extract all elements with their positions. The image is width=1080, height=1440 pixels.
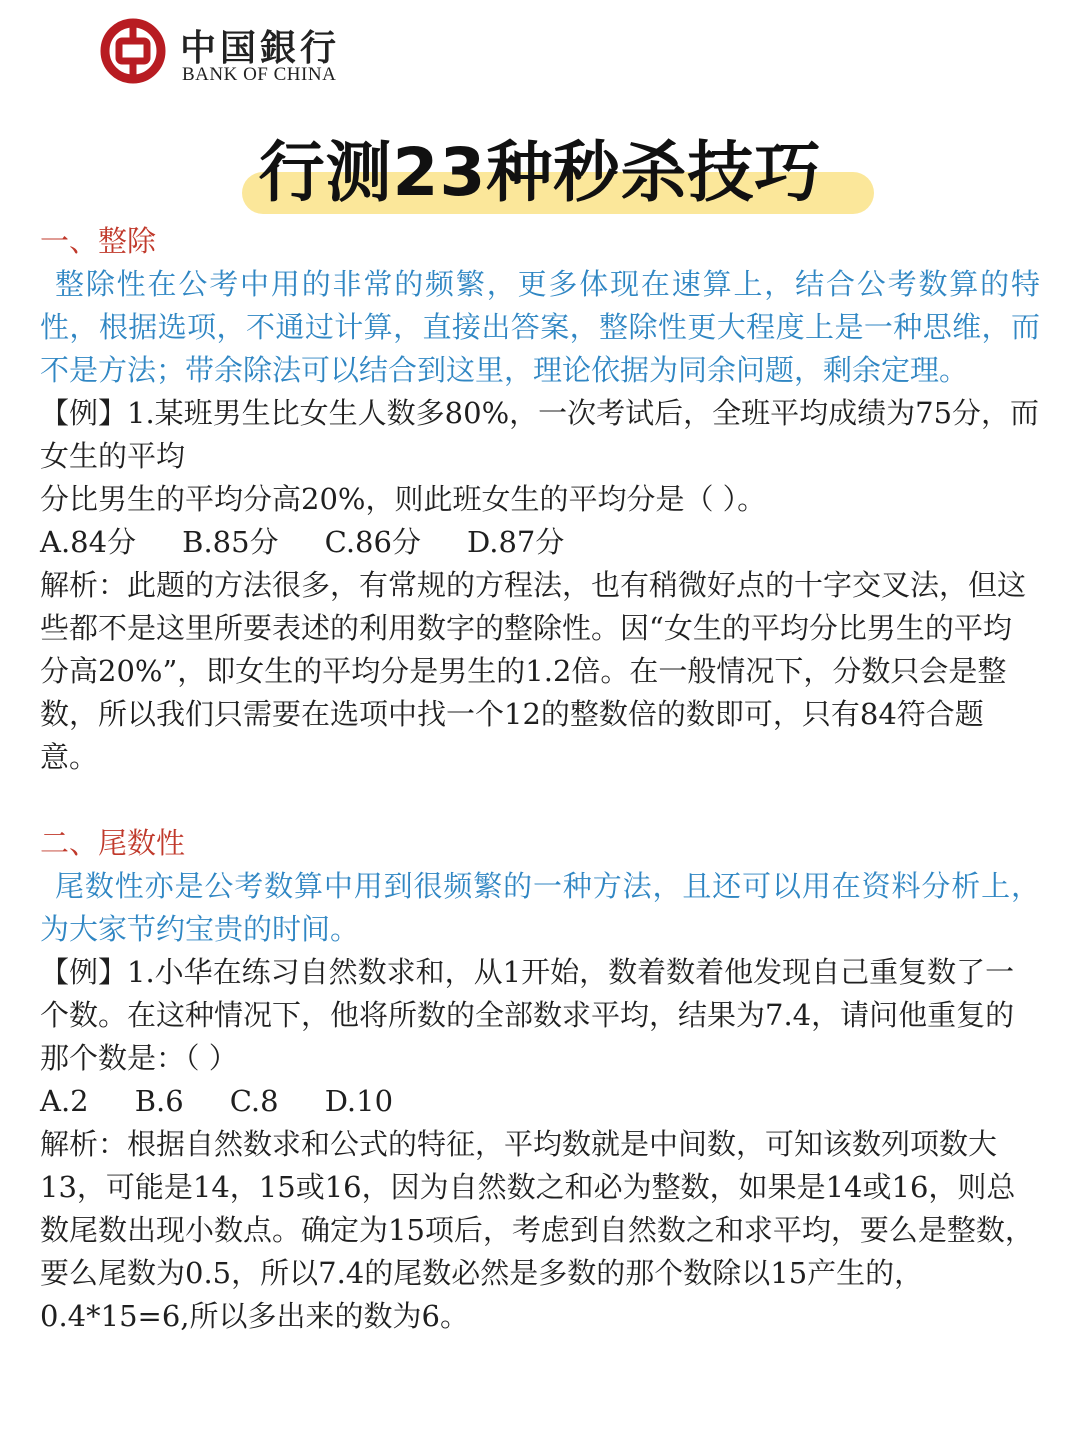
- example-question: 【例】1.某班男生比女生人数多80%，一次考试后，全班平均成绩为75分，而女生的平均: [40, 396, 1040, 473]
- answer-options: A.2 B.6 C.8 D.10: [40, 1084, 394, 1118]
- article-content: [40, 220, 1040, 1338]
- analysis-text: 解析：根据自然数求和公式的特征，平均数就是中间数，可知该数列项数大13，可能是14，15或16，因为自然数之和必为整数，如果是14或16，则总数尾数出现小数点。确定为15项后，考虑到自然数之和求平均，要么是整数，要么尾数为0.5，所以7.4的尾数必然是多数的那个数除以15产生的，0.4*15=6,所以多出来的数为6。: [40, 1127, 1034, 1333]
- section-heading: 一、整除: [40, 224, 157, 258]
- section-intro: 整除性在公考中用的非常的频繁，更多体现在速算上，结合公考数算的特性，根据选项，不通过计算，直接出答案，整除性更大程度上是一种思维，而不是方法；带余除法可以结合到这里，理论依据为同余问题，剩余定理。: [40, 267, 1040, 387]
- section-spacer: [40, 779, 1040, 822]
- section-intro: 尾数性亦是公考数算中用到很频繁的一种方法，且还可以用在资料分析上，为大家节约宝贵的时间。: [40, 869, 1040, 946]
- logo-chinese-name: 中国銀行: [180, 27, 341, 69]
- page-title: 行测23种秒杀技巧: [258, 134, 822, 211]
- example-question-continued: 分比男生的平均分高20%，则此班女生的平均分是（ ）。: [40, 482, 767, 516]
- example-question: 【例】1.小华在练习自然数求和，从1开始，数着数着他发现自己重复数了一个数。在这种情况下，他将所数的全部数求平均，结果为7.4，请问他重复的那个数是：（ ）: [40, 955, 1015, 1075]
- section-heading: 二、尾数性: [40, 826, 186, 860]
- bank-of-china-emblem-icon: [100, 18, 166, 84]
- analysis-text: 解析：此题的方法很多，有常规的方程法，也有稍微好点的十字交叉法，但这些都不是这里所要表述的利用数字的整除性。因“女生的平均分比男生的平均分高20%”，即女生的平均分是男生的1.2倍。在一般情况下，分数只会是整数，所以我们只需要在选项中找一个12的整数倍的数即可，只有84符合题意。: [40, 568, 1027, 774]
- page-title-block: [0, 128, 1080, 224]
- logo-english-name: BANK OF CHINA: [182, 64, 337, 85]
- answer-options: A.84分 B.85分 C.86分 D.87分: [40, 525, 565, 559]
